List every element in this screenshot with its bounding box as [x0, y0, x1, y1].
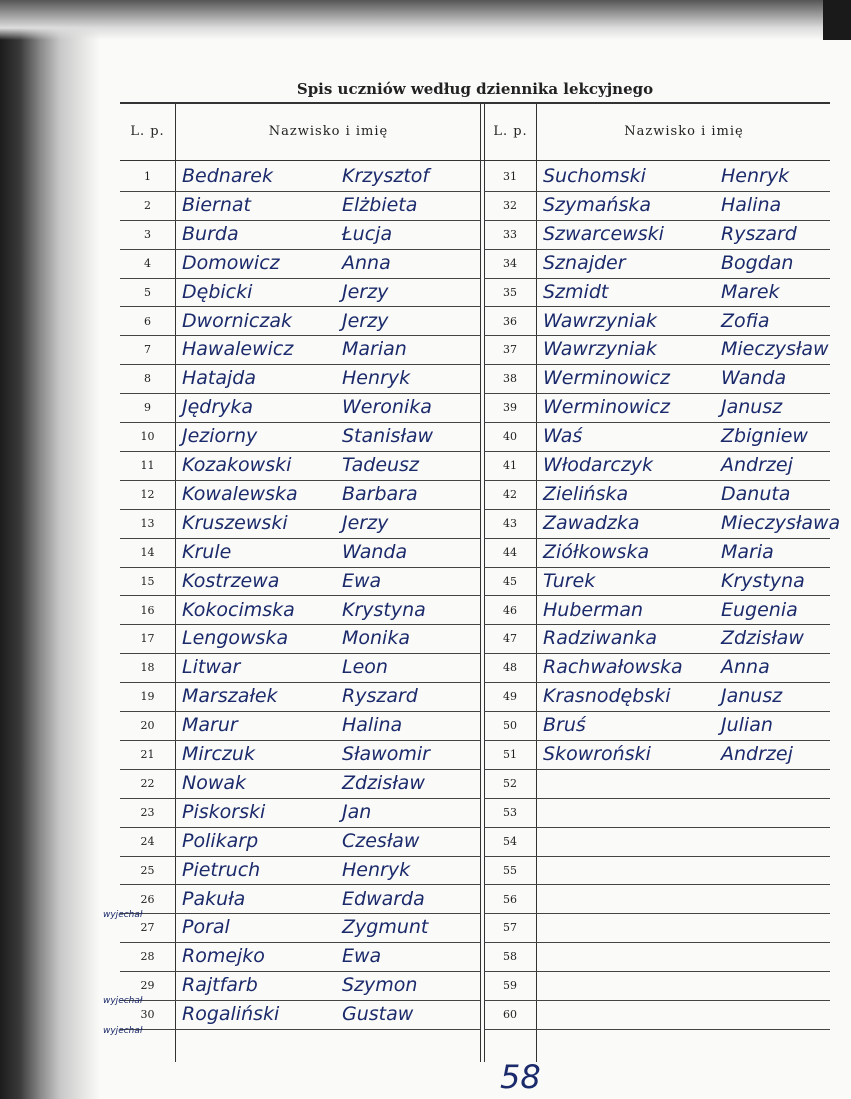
student-first-name: Zygmunt	[342, 916, 429, 939]
row-number: 7	[144, 343, 151, 357]
student-surname: Rajtfarb	[182, 974, 258, 997]
student-first-name: Czesław	[342, 829, 420, 852]
row-number: 16	[140, 603, 155, 617]
student-surname: Krasnodębski	[543, 685, 671, 708]
row-number: 49	[503, 690, 517, 704]
student-first-name: Barbara	[342, 482, 418, 505]
student-first-name: Mieczysława	[721, 511, 841, 534]
column-divider	[480, 104, 481, 1062]
student-surname: Hatajda	[182, 367, 257, 390]
row-number: 47	[503, 632, 517, 646]
row-number: 40	[503, 430, 517, 444]
student-surname: Werminowicz	[543, 396, 670, 419]
student-surname: Marur	[182, 714, 238, 737]
student-surname: Ziółkowska	[543, 540, 650, 563]
row-number: 21	[140, 748, 155, 761]
student-first-name: Zbigniew	[721, 425, 808, 448]
row-number: 9	[144, 401, 151, 415]
row-number: 19	[140, 690, 155, 704]
header-lp-right: L. p.	[493, 124, 528, 139]
student-first-name: Janusz	[721, 396, 783, 419]
row-number: 37	[503, 343, 517, 357]
student-surname: Zawadzka	[543, 511, 640, 534]
student-first-name: Ewa	[342, 569, 382, 592]
row-number: 14	[140, 545, 155, 559]
row-number: 17	[140, 632, 155, 646]
row-number: 15	[140, 574, 155, 588]
row-number: 1	[144, 170, 151, 183]
student-first-name: Jerzy	[342, 280, 389, 303]
row-number: 34	[503, 256, 517, 270]
student-surname: Mirczuk	[182, 743, 255, 765]
student-first-name: Wanda	[342, 540, 408, 563]
student-surname: Marszałek	[182, 685, 278, 708]
student-first-name: Jerzy	[342, 511, 389, 534]
margin-note: wyjechał	[103, 996, 143, 1006]
student-first-name: Stanisław	[342, 425, 434, 448]
student-first-name: Mieczysław	[721, 338, 829, 361]
student-surname: Jeziorny	[182, 425, 258, 448]
row-number: 36	[503, 314, 517, 328]
student-first-name: Henryk	[342, 367, 411, 390]
student-surname: Wawrzyniak	[543, 338, 657, 361]
row-number: 27	[140, 921, 155, 935]
scan-shadow-left	[0, 0, 100, 1099]
page-title: Spis uczniów według dziennika lekcyjnego	[296, 80, 654, 98]
student-first-name: Krystyna	[342, 598, 426, 621]
student-surname: Turek	[543, 569, 596, 592]
title-rule	[120, 102, 830, 104]
row-number: 38	[503, 372, 517, 386]
student-surname: Werminowicz	[543, 367, 670, 390]
header-rule	[120, 160, 830, 161]
row-number: 57	[503, 921, 517, 935]
student-first-name: Ryszard	[721, 222, 797, 245]
student-first-name: Anna	[721, 656, 770, 679]
student-surname: Pietruch	[182, 858, 261, 881]
row-number: 44	[503, 545, 517, 559]
row-number: 54	[503, 834, 517, 848]
scan-corner	[823, 0, 851, 40]
row-number: 39	[503, 401, 517, 415]
margin-note: wyjechał	[103, 910, 143, 920]
student-surname: Polikarp	[182, 829, 259, 852]
student-first-name: Elżbieta	[342, 193, 418, 216]
student-first-name: Ewa	[342, 945, 382, 968]
student-surname: Kruszewski	[182, 511, 288, 534]
student-first-name: Zofia	[721, 309, 770, 332]
student-first-name: Halina	[721, 193, 782, 216]
student-first-name: Zdzisław	[342, 771, 425, 794]
student-surname: Biernat	[182, 193, 251, 216]
student-surname: Radziwanka	[543, 627, 658, 650]
row-number: 50	[503, 719, 517, 733]
row-number: 25	[140, 863, 155, 877]
row-number: 13	[140, 516, 155, 530]
row-number: 22	[140, 776, 155, 790]
student-first-name: Krystyna	[721, 569, 805, 592]
student-first-name: Maria	[721, 540, 774, 563]
student-surname: Domowicz	[182, 251, 280, 274]
student-surname: Suchomski	[543, 165, 646, 187]
student-surname: Krule	[182, 540, 232, 563]
row-number: 32	[503, 198, 517, 212]
student-first-name: Łucja	[342, 222, 393, 245]
row-number: 11	[140, 459, 155, 472]
student-first-name: Ryszard	[342, 685, 418, 708]
student-first-name: Jan	[342, 800, 372, 823]
student-surname: Hawalewicz	[182, 338, 294, 361]
student-surname: Rogaliński	[182, 1003, 280, 1026]
student-first-name: Szymon	[342, 974, 418, 997]
row-number: 59	[503, 979, 517, 993]
student-first-name: Edwarda	[342, 887, 425, 910]
student-surname: Dworniczak	[182, 309, 292, 332]
row-number: 35	[503, 285, 517, 299]
row-number: 52	[503, 776, 517, 790]
row-number: 18	[140, 661, 155, 675]
student-surname: Szwarcewski	[543, 222, 664, 245]
row-number: 48	[503, 661, 517, 675]
student-first-name: Weronika	[342, 396, 432, 419]
student-first-name: Leon	[342, 656, 388, 679]
row-number: 60	[503, 1008, 517, 1022]
student-surname: Huberman	[543, 598, 644, 621]
student-surname: Bruś	[543, 714, 586, 737]
student-first-name: Jerzy	[342, 309, 389, 332]
row-number: 12	[140, 487, 155, 501]
student-surname: Zielińska	[543, 482, 629, 505]
row-number: 45	[503, 574, 517, 588]
student-first-name: Krzysztof	[342, 165, 430, 187]
row-number: 58	[503, 950, 517, 964]
student-first-name: Danuta	[721, 482, 791, 505]
student-surname: Jędryka	[182, 396, 254, 419]
student-surname: Sznajder	[543, 251, 626, 274]
student-surname: Nowak	[182, 771, 247, 794]
student-first-name: Julian	[721, 714, 773, 737]
row-number: 31	[503, 170, 517, 183]
header-name-left: Nazwisko i imię	[268, 124, 389, 139]
student-surname: Kostrzewa	[182, 569, 280, 592]
student-first-name: Bogdan	[721, 251, 794, 274]
student-surname: Szymańska	[543, 193, 652, 216]
student-first-name: Henryk	[721, 165, 790, 187]
row-number: 33	[503, 227, 517, 241]
row-number: 23	[140, 805, 155, 819]
header-lp-left: L. p.	[130, 124, 165, 139]
student-first-name: Marian	[342, 338, 407, 361]
row-number: 42	[503, 487, 517, 501]
student-surname: Skowroński	[543, 743, 651, 765]
student-first-name: Henryk	[342, 858, 411, 881]
row-number: 6	[144, 314, 151, 328]
student-surname: Romejko	[182, 945, 265, 968]
student-surname: Pakuła	[182, 887, 246, 910]
row-number: 10	[140, 430, 155, 444]
row-number: 53	[503, 805, 517, 819]
student-surname: Szmidt	[543, 280, 609, 303]
row-number: 56	[503, 892, 517, 906]
student-surname: Burda	[182, 222, 239, 245]
student-first-name: Zdzisław	[721, 627, 804, 650]
student-surname: Lengowska	[182, 627, 289, 650]
student-first-name: Janusz	[721, 685, 783, 708]
student-first-name: Anna	[342, 251, 391, 274]
row-number: 29	[140, 979, 155, 993]
student-first-name: Halina	[342, 714, 403, 737]
row-number: 28	[140, 950, 155, 964]
student-first-name: Sławomir	[342, 743, 430, 765]
row-number: 24	[140, 834, 155, 848]
student-first-name: Wanda	[721, 367, 787, 390]
student-first-name: Andrzej	[721, 454, 793, 476]
student-first-name: Gustaw	[342, 1003, 414, 1026]
student-surname: Litwar	[182, 656, 241, 679]
row-number: 20	[140, 719, 155, 733]
student-surname: Wawrzyniak	[543, 309, 657, 332]
student-surname: Piskorski	[182, 800, 266, 823]
student-surname: Kowalewska	[182, 482, 298, 505]
row-number: 4	[144, 256, 151, 270]
row-number: 46	[503, 603, 517, 617]
student-first-name: Marek	[721, 280, 780, 303]
row-number: 30	[140, 1008, 155, 1022]
row-number: 55	[503, 863, 517, 877]
row-number: 2	[144, 198, 151, 212]
student-first-name: Tadeusz	[342, 454, 419, 476]
row-number: 5	[144, 285, 151, 299]
margin-note: wyjechał	[103, 1026, 143, 1036]
row-number: 3	[144, 227, 151, 241]
student-first-name: Andrzej	[721, 743, 793, 765]
student-surname: Bednarek	[182, 165, 273, 187]
student-surname: Rachwałowska	[543, 656, 683, 679]
row-number: 41	[503, 459, 517, 472]
student-surname: Poral	[182, 916, 230, 939]
row-number: 8	[144, 372, 151, 386]
student-first-name: Monika	[342, 627, 410, 650]
row-number: 43	[503, 516, 517, 530]
student-surname: Kozakowski	[182, 454, 292, 476]
row-number: 26	[140, 892, 155, 906]
student-surname: Dębicki	[182, 280, 253, 303]
student-surname: Kokocimska	[182, 598, 295, 621]
row-number: 51	[503, 748, 517, 761]
page-number: 58	[500, 1058, 541, 1096]
scan-shadow-top	[0, 0, 851, 40]
header-name-right: Nazwisko i imię	[624, 124, 744, 139]
student-surname: Włodarczyk	[543, 454, 654, 476]
student-first-name: Eugenia	[721, 598, 798, 621]
student-surname: Waś	[543, 425, 583, 448]
